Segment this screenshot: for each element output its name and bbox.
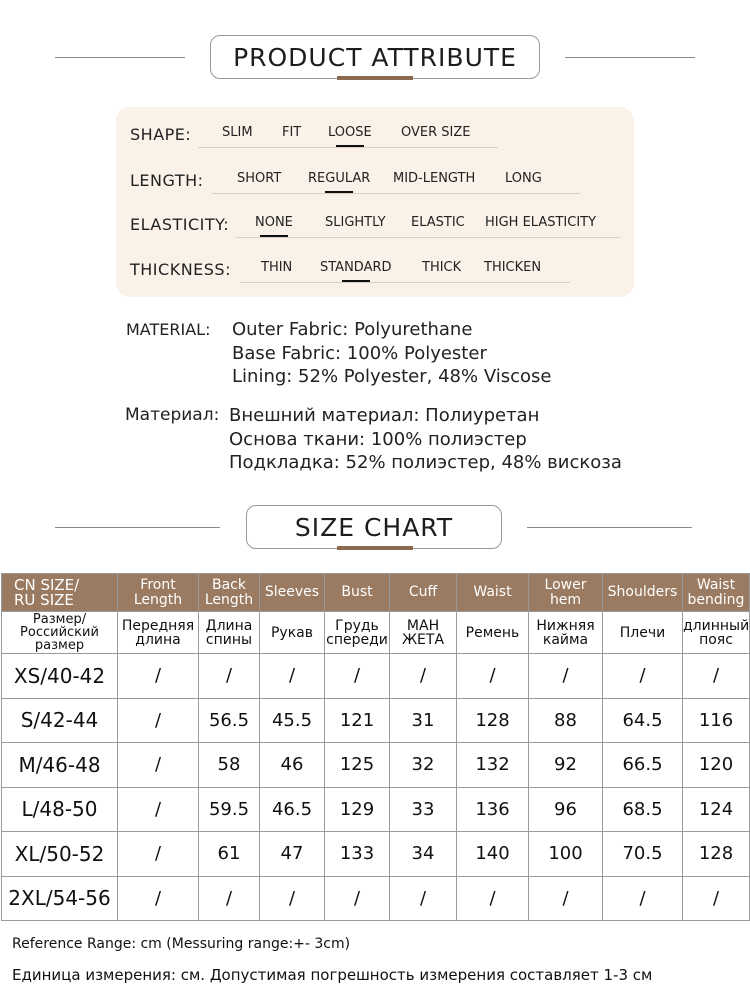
measurement-cell: / <box>118 743 199 788</box>
column-header-en: Front Length <box>118 574 199 612</box>
attribute-option: THICKEN <box>484 260 542 275</box>
attribute-option: LONG <box>505 171 542 186</box>
column-header-ru: Передняя длина <box>118 612 199 654</box>
measurement-cell: / <box>683 876 750 921</box>
measurement-cell: 32 <box>390 743 457 788</box>
header-accent-bar <box>337 546 413 550</box>
measurement-cell: 120 <box>683 743 750 788</box>
attribute-rule <box>236 237 620 238</box>
measurement-cell: / <box>325 654 390 699</box>
material-en-line: Base Fabric: 100% Polyester <box>232 342 487 364</box>
attribute-row-shape <box>116 111 634 151</box>
material-en-line: Outer Fabric: Polyurethane <box>232 319 473 340</box>
measurement-cell: / <box>118 787 199 832</box>
measurement-cell: 92 <box>529 743 603 788</box>
measurement-cell: / <box>260 654 325 699</box>
measurement-cell: / <box>199 876 260 921</box>
material-ru-line: Основа ткани: 100% полиэстер <box>229 428 527 450</box>
attribute-panel <box>116 107 634 297</box>
attribute-option: HIGH ELASTICITY <box>485 215 597 230</box>
product-attribute-header <box>0 33 750 83</box>
attribute-option: THICK <box>422 260 462 275</box>
header-accent-bar <box>337 76 413 80</box>
column-header-en: Back Length <box>199 574 260 612</box>
measurement-cell: 68.5 <box>603 787 683 832</box>
column-header-ru: Рукав <box>260 612 325 654</box>
measurement-cell: / <box>603 876 683 921</box>
material-ru-line: Внешний материал: Полиуретан <box>229 405 540 426</box>
attribute-option: SLIGHTLY <box>325 215 386 230</box>
table-row <box>2 876 750 921</box>
measurement-cell: 59.5 <box>199 787 260 832</box>
measurement-cell: 129 <box>325 787 390 832</box>
attribute-row-length <box>116 157 634 197</box>
reference-range-note: Reference Range: cm (Messuring range:+- 3cm) <box>12 936 351 952</box>
attribute-option-selected: LOOSE <box>328 125 372 140</box>
measurement-cell: 45.5 <box>260 698 325 743</box>
column-header-ru: Размер/ Российский размер <box>2 612 118 654</box>
header-divider-right <box>527 527 692 528</box>
measurement-cell: / <box>118 832 199 877</box>
measurement-cell: 66.5 <box>603 743 683 788</box>
measurement-cell: 64.5 <box>603 698 683 743</box>
size-label-cell: XL/50-52 <box>2 832 118 877</box>
column-header-ru: длинный пояс <box>683 612 750 654</box>
attribute-option: THIN <box>261 260 293 275</box>
measurement-cell: 125 <box>325 743 390 788</box>
table-row <box>2 832 750 877</box>
measurement-cell: / <box>683 654 750 699</box>
table-row <box>2 743 750 788</box>
size-chart-body <box>2 654 750 921</box>
attribute-option: SLIM <box>222 125 253 140</box>
product-attribute-title: PRODUCT ATTRIBUTE <box>210 35 540 79</box>
column-header-ru: Грудь спереди <box>325 612 390 654</box>
header-divider-left <box>55 527 220 528</box>
column-header-ru: Нижняя кайма <box>529 612 603 654</box>
measurement-cell: / <box>118 876 199 921</box>
size-label-cell: S/42-44 <box>2 698 118 743</box>
header-row-en <box>2 574 750 612</box>
material-ru <box>125 404 745 476</box>
attribute-option: FIT <box>282 125 302 140</box>
measurement-cell: / <box>529 654 603 699</box>
column-header-en: Bust <box>325 574 390 612</box>
table-row <box>2 698 750 743</box>
measurement-cell: 70.5 <box>603 832 683 877</box>
measurement-cell: 46.5 <box>260 787 325 832</box>
measurement-cell: 47 <box>260 832 325 877</box>
measurement-cell: / <box>118 698 199 743</box>
measurement-cell: 33 <box>390 787 457 832</box>
measurement-cell: 133 <box>325 832 390 877</box>
attribute-label: SHAPE: <box>130 125 192 144</box>
measurement-cell: 132 <box>457 743 529 788</box>
table-row <box>2 654 750 699</box>
measurement-cell: / <box>457 876 529 921</box>
measurement-cell: 116 <box>683 698 750 743</box>
table-row <box>2 787 750 832</box>
attribute-row-thickness <box>116 246 634 286</box>
measurement-cell: / <box>199 654 260 699</box>
size-label-cell: M/46-48 <box>2 743 118 788</box>
measurement-cell: 100 <box>529 832 603 877</box>
column-header-ru: Ремень <box>457 612 529 654</box>
material-ru-label: Материал: <box>125 405 220 425</box>
measurement-cell: 128 <box>457 698 529 743</box>
column-header-en: Waist <box>457 574 529 612</box>
attribute-label: LENGTH: <box>130 171 204 190</box>
measurement-cell: 34 <box>390 832 457 877</box>
attribute-option: MID-LENGTH <box>393 171 476 186</box>
attribute-rule <box>212 193 580 194</box>
measurement-cell: 61 <box>199 832 260 877</box>
measurement-cell: / <box>390 876 457 921</box>
column-header-en: Sleeves <box>260 574 325 612</box>
column-header-en: CN SIZE/ RU SIZE <box>2 574 118 612</box>
attribute-label: ELASTICITY: <box>130 215 230 234</box>
material-en-line: Lining: 52% Polyester, 48% Viscose <box>232 366 552 387</box>
attribute-option: SHORT <box>237 171 282 186</box>
measurement-cell: / <box>325 876 390 921</box>
attribute-label: THICKNESS: <box>130 260 231 279</box>
column-header-en: Waist bending <box>683 574 750 612</box>
measurement-cell: 58 <box>199 743 260 788</box>
measurement-cell: 88 <box>529 698 603 743</box>
measurement-cell: 128 <box>683 832 750 877</box>
column-header-ru: Плечи <box>603 612 683 654</box>
measurement-cell: 136 <box>457 787 529 832</box>
size-chart-title: SIZE CHART <box>246 505 502 549</box>
measurement-cell: / <box>529 876 603 921</box>
header-divider-right <box>565 57 695 58</box>
attribute-option: ELASTIC <box>411 215 465 230</box>
attribute-rule <box>198 147 498 148</box>
header-divider-left <box>55 57 185 58</box>
measurement-cell: / <box>390 654 457 699</box>
size-label-cell: L/48-50 <box>2 787 118 832</box>
measurement-cell: 56.5 <box>199 698 260 743</box>
column-header-ru: Длина спины <box>199 612 260 654</box>
measurement-cell: / <box>457 654 529 699</box>
header-row-ru <box>2 612 750 654</box>
size-label-cell: 2XL/54-56 <box>2 876 118 921</box>
measurement-cell: 46 <box>260 743 325 788</box>
column-header-en: Lower hem <box>529 574 603 612</box>
measurement-cell: / <box>260 876 325 921</box>
attribute-option: OVER SIZE <box>401 125 471 140</box>
measurement-cell: 31 <box>390 698 457 743</box>
attribute-option-selected: NONE <box>255 215 293 230</box>
measurement-cell: 121 <box>325 698 390 743</box>
attribute-option-selected: REGULAR <box>308 171 371 186</box>
measurement-cell: 140 <box>457 832 529 877</box>
attribute-option-selected: STANDARD <box>320 260 392 275</box>
material-en <box>126 318 726 390</box>
size-chart-header <box>0 503 750 553</box>
size-label-cell: XS/40-42 <box>2 654 118 699</box>
column-header-ru: МАН ЖЕТА <box>390 612 457 654</box>
column-header-en: Cuff <box>390 574 457 612</box>
attribute-row-elasticity <box>116 201 634 241</box>
material-en-label: MATERIAL: <box>126 320 211 339</box>
measurement-cell: 124 <box>683 787 750 832</box>
reference-range-note-ru: Единица измерения: см. Допустимая погрешность измерения составляет 1-3 см <box>12 966 653 984</box>
column-header-en: Shoulders <box>603 574 683 612</box>
material-ru-line: Подкладка: 52% полиэстер, 48% вискоза <box>229 452 622 473</box>
measurement-cell: 96 <box>529 787 603 832</box>
measurement-cell: / <box>603 654 683 699</box>
size-chart-table <box>1 573 750 921</box>
measurement-cell: / <box>118 654 199 699</box>
attribute-rule <box>240 282 570 283</box>
